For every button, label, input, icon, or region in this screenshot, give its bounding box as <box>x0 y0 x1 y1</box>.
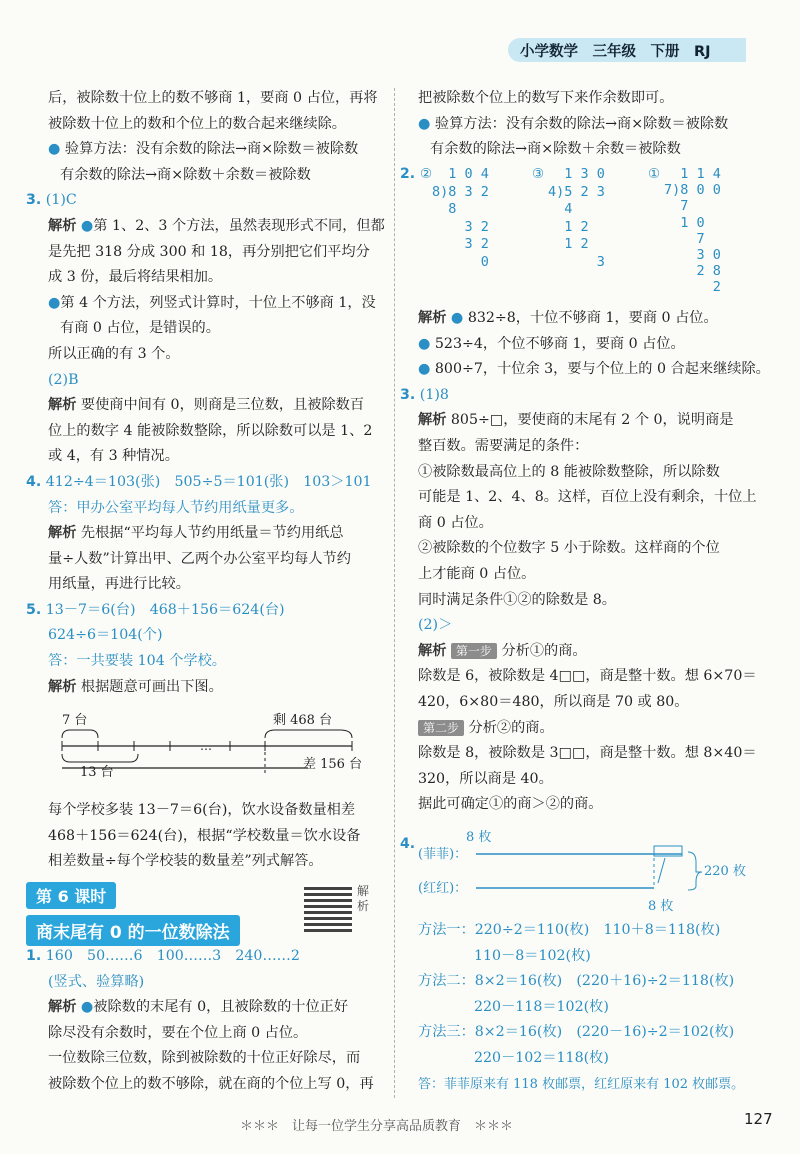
text-line: 每个学校多装 13－7＝6(台)，饮水设备数量相差 <box>48 802 356 818</box>
analysis-tag: 解析 <box>418 642 447 659</box>
text-line: ②被除数的个位数字 5 小于除数。这样商的个位 <box>418 540 720 557</box>
right-column-methods <box>418 918 778 1097</box>
lesson-header <box>26 882 240 946</box>
brace-top-7 <box>62 730 98 738</box>
text-line: 可能是 1、2、4、8。这样，百位上没有剩余，十位上 <box>418 489 757 506</box>
text-line: 成 3 份，最后将结果相加。 <box>48 269 223 286</box>
brace-top-468 <box>265 730 352 738</box>
text-line: 用纸量，再进行比较。 <box>48 576 190 593</box>
division-line: 7 <box>664 230 705 247</box>
brace-bottom-13 <box>62 754 138 762</box>
analysis-tag: 解析 <box>48 397 77 414</box>
division-line: 1 0 4 <box>432 166 489 182</box>
text-line: 要使商中间有 0，则商是三位数，且被除数百 <box>80 397 365 414</box>
text-line: 一位数除三位数，除到被除数的十位正好除尽，而 <box>48 1050 361 1067</box>
text-line: 量÷人数”计算出甲、乙两个办公室平均每人节约 <box>48 550 351 567</box>
stamp-diagram <box>418 828 758 918</box>
text-line: 被除数个位上的数不够除，就在商的个位上写 0，再 <box>48 1075 374 1092</box>
text-line: 商 0 占位。 <box>418 514 493 531</box>
text-line: 把被除数个位上的数写下来作余数即可。 <box>418 90 674 106</box>
answer: 160 50……6 100……3 240……2 <box>45 948 300 964</box>
division-line: 3 0 <box>664 247 721 264</box>
question-number: 5. <box>26 601 42 618</box>
diagram-label-156: 差 156 台 <box>303 757 363 772</box>
bullet-icon: ● <box>418 361 431 378</box>
text-line: 有商 0 占位，是错误的。 <box>60 320 220 337</box>
text-line: 第 4 个方法，列竖式计算时，十位上不够商 1，没 <box>60 294 376 311</box>
text-line: 验算方法：没有余数的除法→商×除数＝被除数 <box>64 141 359 158</box>
analysis-tag: 解析 <box>48 217 77 234</box>
equation: 412÷4＝103(张) 505÷5＝101(张) 103＞101 <box>45 473 372 490</box>
footer-slogan: ＊＊＊ 让每一位学生分享高品质教育 ＊＊＊ <box>240 1119 514 1134</box>
analysis-tag: 解析 <box>418 412 447 429</box>
text-line: 800÷7，十位余 3，要与个位上的 0 合起来继续除。 <box>434 361 770 378</box>
left-column-3 <box>26 944 386 1098</box>
division-line: 1 3 0 <box>548 166 605 182</box>
diagram-label-220: 220 枚 <box>704 864 746 879</box>
diagram-dots: … <box>200 739 212 753</box>
right-column-2 <box>400 306 770 818</box>
text-line: 468＋156＝624(台)，根据“学校数量＝饮水设备 <box>48 827 361 844</box>
long-division-2-body <box>548 166 605 271</box>
answer: 答：菲菲原来有 118 枚邮票，红红原来有 102 枚邮票。 <box>418 1076 745 1092</box>
text-line: 分析①的商。 <box>501 642 587 659</box>
segment-diagram <box>40 708 385 778</box>
question-number: 3. <box>400 386 416 403</box>
text-line: 分析②的商。 <box>468 719 554 736</box>
left-column <box>26 86 386 700</box>
left-column-2 <box>26 798 386 875</box>
diagram-label-honghong: (红红)： <box>418 881 468 896</box>
bullet-icon: ● <box>80 217 94 234</box>
answer: 答：甲办公室平均每人节约用纸量更多。 <box>48 499 304 516</box>
division-line: 4)5 2 3 <box>548 183 605 200</box>
text-line: 除尽没有余数时，要在个位上商 0 占位。 <box>48 1024 308 1041</box>
question-number: 4. <box>400 836 416 852</box>
division-line: 8 <box>432 201 457 217</box>
method-line: 110－8＝102(枚) <box>474 947 591 964</box>
division-line: 1 2 <box>548 218 589 235</box>
analysis-tag: 解析 <box>48 999 77 1016</box>
text-line: 同时满足条件①②的除数是 8。 <box>418 591 616 608</box>
text-line: 验算方法：没有余数的除法→商×除数＝被除数 <box>434 115 729 132</box>
answer: (2)B <box>48 371 79 388</box>
text-line: 整百数。需要满足的条件： <box>418 437 589 454</box>
question-number: 3. <box>26 192 42 209</box>
bullet-icon: ● <box>450 310 464 326</box>
text-line: 832÷8，十位不够商 1，要商 0 占位。 <box>467 310 718 326</box>
equation: 624÷6＝104(个) <box>48 627 163 644</box>
step-badge: 第一步 <box>451 643 497 659</box>
analysis-tag: 解析 <box>418 310 447 326</box>
division-line: 8)8 3 2 <box>432 183 489 200</box>
lesson-title: 商末尾有 0 的一位数除法 <box>26 915 240 946</box>
division-line: 4 <box>548 201 573 217</box>
text-line: 有余数的除法→商×除数＋余数＝被除数 <box>430 141 681 158</box>
right-column <box>400 86 770 163</box>
question-number: 4. <box>26 473 42 490</box>
division-line: 3 2 <box>432 236 489 252</box>
column-divider <box>394 88 395 1098</box>
answer: 答：一共要装 104 个学校。 <box>48 653 226 670</box>
division-mark: ① <box>648 166 661 182</box>
analysis-tag: 解析 <box>48 525 77 542</box>
long-division-1-body <box>432 166 489 271</box>
division-line: 2 <box>664 279 721 296</box>
division-line: 1 1 4 <box>664 166 721 182</box>
text-line: 位上的数字 4 能被除数整除，所以除数可以是 1、2 <box>48 422 373 439</box>
qr-label: 解析 <box>357 884 370 913</box>
answer: (1)C <box>45 192 77 209</box>
division-line: 1 2 <box>548 236 589 252</box>
analysis-tag: 解析 <box>48 678 77 695</box>
text-line: 据此可确定①的商＞②的商。 <box>418 796 603 813</box>
text-line: 523÷4，个位不够商 1，要商 0 占位。 <box>434 335 685 352</box>
bullet-icon: ● <box>48 294 61 311</box>
division-line: 2 8 <box>664 263 721 280</box>
bullet-icon: ● <box>418 115 431 132</box>
text-line: 805÷□，要使商的末尾有 2 个 0，说明商是 <box>450 412 734 429</box>
answer-note: (竖式、验算略) <box>48 973 145 990</box>
header-bar <box>508 38 746 62</box>
text-line: 被除数的末尾有 0，且被除数的十位正好 <box>93 999 349 1016</box>
text-line: 上才能商 0 占位。 <box>418 565 536 582</box>
question-number: 2. <box>400 166 416 182</box>
text-line: 或 4，有 3 种情况。 <box>48 448 179 465</box>
text-line: 是先把 318 分成 300 和 18，再分别把它们平均分 <box>48 243 370 260</box>
answer: (2)＞ <box>418 617 453 634</box>
division-line: 1 0 <box>664 214 705 231</box>
text-line: 先根据“平均每人节约用纸量＝节约用纸总 <box>80 525 344 542</box>
diagram-label-468: 剩 468 台 <box>273 713 333 728</box>
step-badge: 第二步 <box>418 720 464 736</box>
division-line: 3 <box>548 253 605 270</box>
diagram-label-8b: 8 枚 <box>648 899 674 914</box>
bullet-icon: ● <box>418 335 431 352</box>
method-line: 220－102＝118(枚) <box>474 1049 609 1066</box>
text-line: 被除数十位上的数和个位上的数合起来继续除。 <box>48 115 346 132</box>
method-line: 方法三：8×2＝16(枚) (220－16)÷2＝102(枚) <box>418 1024 735 1041</box>
equation: 13－7＝6(台) 468＋156＝624(台) <box>45 601 285 618</box>
method-line: 220－118＝102(枚) <box>474 998 609 1015</box>
division-mark: ③ <box>532 166 545 182</box>
arrow-line <box>658 858 665 883</box>
diagram-label-13: 13 台 <box>80 765 114 778</box>
text-line: 第 1、2、3 个方法，虽然表现形式不同，但都 <box>93 217 385 234</box>
text-line: 320，所以商是 40。 <box>418 770 553 787</box>
long-division-1 <box>420 166 432 183</box>
division-line: 3 2 <box>432 218 489 235</box>
text-line: 420，6×80＝480，所以商是 70 或 80。 <box>418 693 689 710</box>
qr-code-icon[interactable] <box>304 884 352 932</box>
text-line: 相差数量÷每个学校装的数量差”列式解答。 <box>48 853 323 870</box>
method-line: 方法一：220÷2＝110(枚) 110＋8＝118(枚) <box>418 922 721 938</box>
text-line: ①被除数最高位上的 8 能被除数整除，所以除数 <box>418 463 720 480</box>
division-line: 7 <box>664 198 689 215</box>
diagram-label-7: 7 台 <box>62 713 88 728</box>
long-division-3-body <box>664 166 721 296</box>
method-line: 方法二：8×2＝16(枚) (220＋16)÷2＝118(枚) <box>418 973 735 990</box>
bullet-icon: ● <box>80 999 94 1016</box>
diagram-label-feifei: (菲菲)： <box>418 847 468 862</box>
text-line: 后，被除数十位上的数不够商 1，要商 0 占位，再将 <box>48 90 378 106</box>
text-line: 有余数的除法→商×除数＋余数＝被除数 <box>60 166 311 183</box>
page-number: 127 <box>744 1110 773 1128</box>
brace-220 <box>688 852 702 890</box>
text-line: 除数是 8，被除数是 3□□，商是整十数。想 8×40＝ <box>418 745 757 762</box>
question-number: 1. <box>26 948 42 964</box>
division-line: 0 <box>432 253 489 270</box>
division-mark: ② <box>420 166 433 182</box>
header-label: 小学数学 三年级 下册 RJ <box>520 43 711 60</box>
bullet-icon: ● <box>48 141 61 158</box>
diagram-label-8a: 8 枚 <box>466 830 492 845</box>
text-line: 除数是 6，被除数是 4□□，商是整十数。想 6×70＝ <box>418 668 757 685</box>
lesson-number: 第 6 课时 <box>26 882 116 909</box>
division-line: 7)8 0 0 <box>664 182 721 199</box>
answer: (1)8 <box>419 386 449 403</box>
text-line: 根据题意可画出下图。 <box>80 678 223 695</box>
text-line: 所以正确的有 3 个。 <box>48 345 180 362</box>
